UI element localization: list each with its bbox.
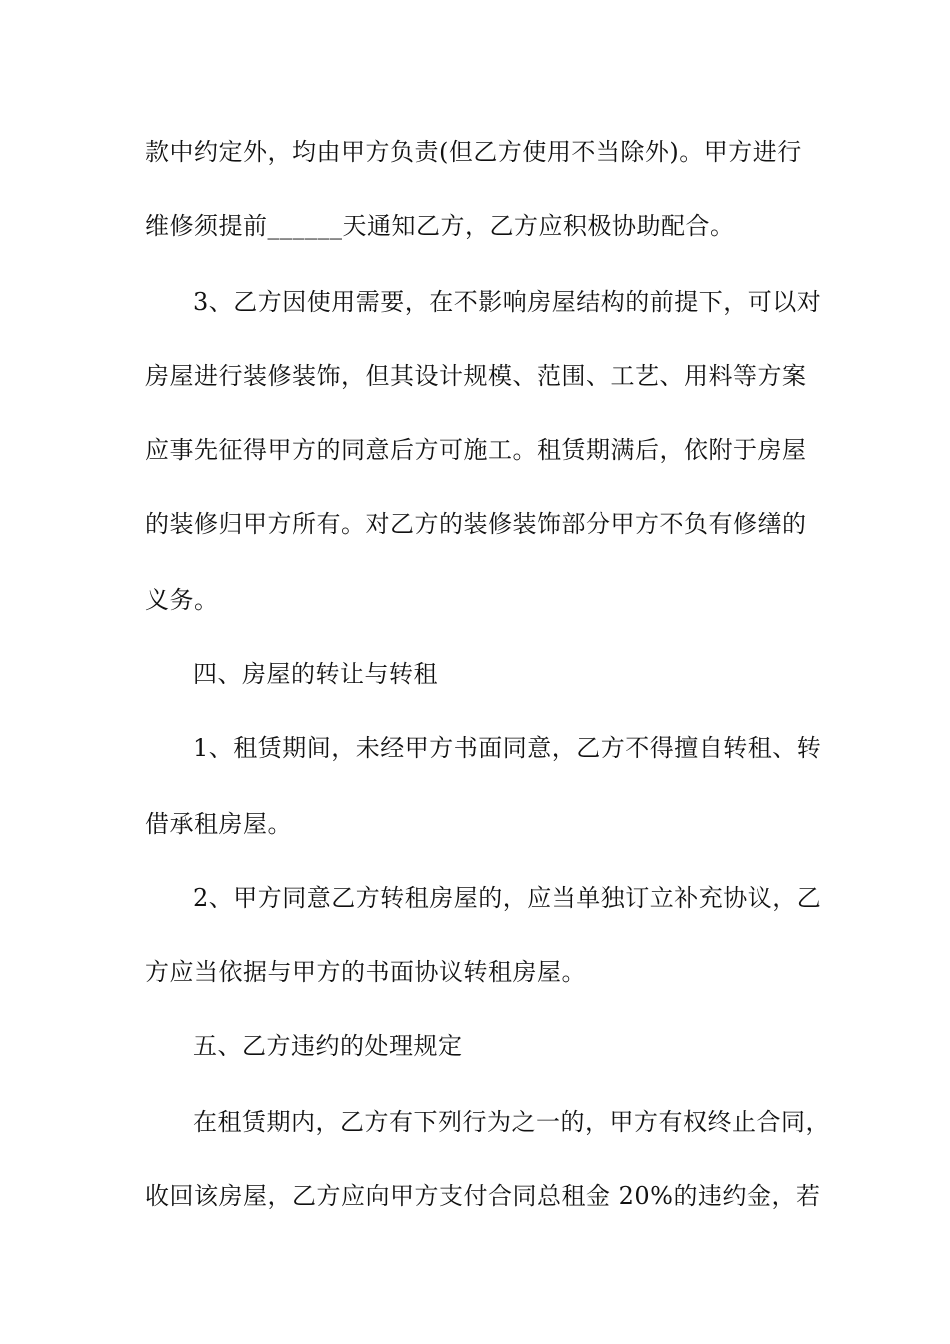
paragraph-line: 方应当依据与甲方的书面协议转租房屋。: [145, 958, 586, 986]
paragraph-line: 3、乙方因使用需要，在不影响房屋结构的前提下，可以对: [193, 288, 822, 316]
section-heading: 五、乙方违约的处理规定: [193, 1032, 463, 1060]
paragraph-line: 1、租赁期间，未经甲方书面同意，乙方不得擅自转租、转: [193, 734, 822, 762]
paragraph-line: 的装修归甲方所有。对乙方的装修装饰部分甲方不负有修缮的: [145, 510, 807, 538]
paragraph-line: 维修须提前______天通知乙方，乙方应积极协助配合。: [145, 212, 735, 240]
section-heading: 四、房屋的转让与转租: [193, 660, 438, 688]
paragraph-line: 房屋进行装修装饰，但其设计规模、范围、工艺、用料等方案: [145, 362, 807, 390]
paragraph-line: 款中约定外，均由甲方负责(但乙方使用不当除外)。甲方进行: [145, 138, 802, 166]
paragraph-line: 应事先征得甲方的同意后方可施工。租赁期满后，依附于房屋: [145, 436, 807, 464]
paragraph-line: 收回该房屋，乙方应向甲方支付合同总租金 20%的违约金，若: [145, 1182, 821, 1210]
paragraph-line: 2、甲方同意乙方转租房屋的，应当单独订立补充协议，乙: [193, 884, 822, 912]
paragraph-line: 在租赁期内，乙方有下列行为之一的，甲方有权终止合同，: [193, 1108, 830, 1136]
paragraph-line: 借承租房屋。: [145, 810, 292, 838]
paragraph-line: 义务。: [145, 586, 219, 614]
